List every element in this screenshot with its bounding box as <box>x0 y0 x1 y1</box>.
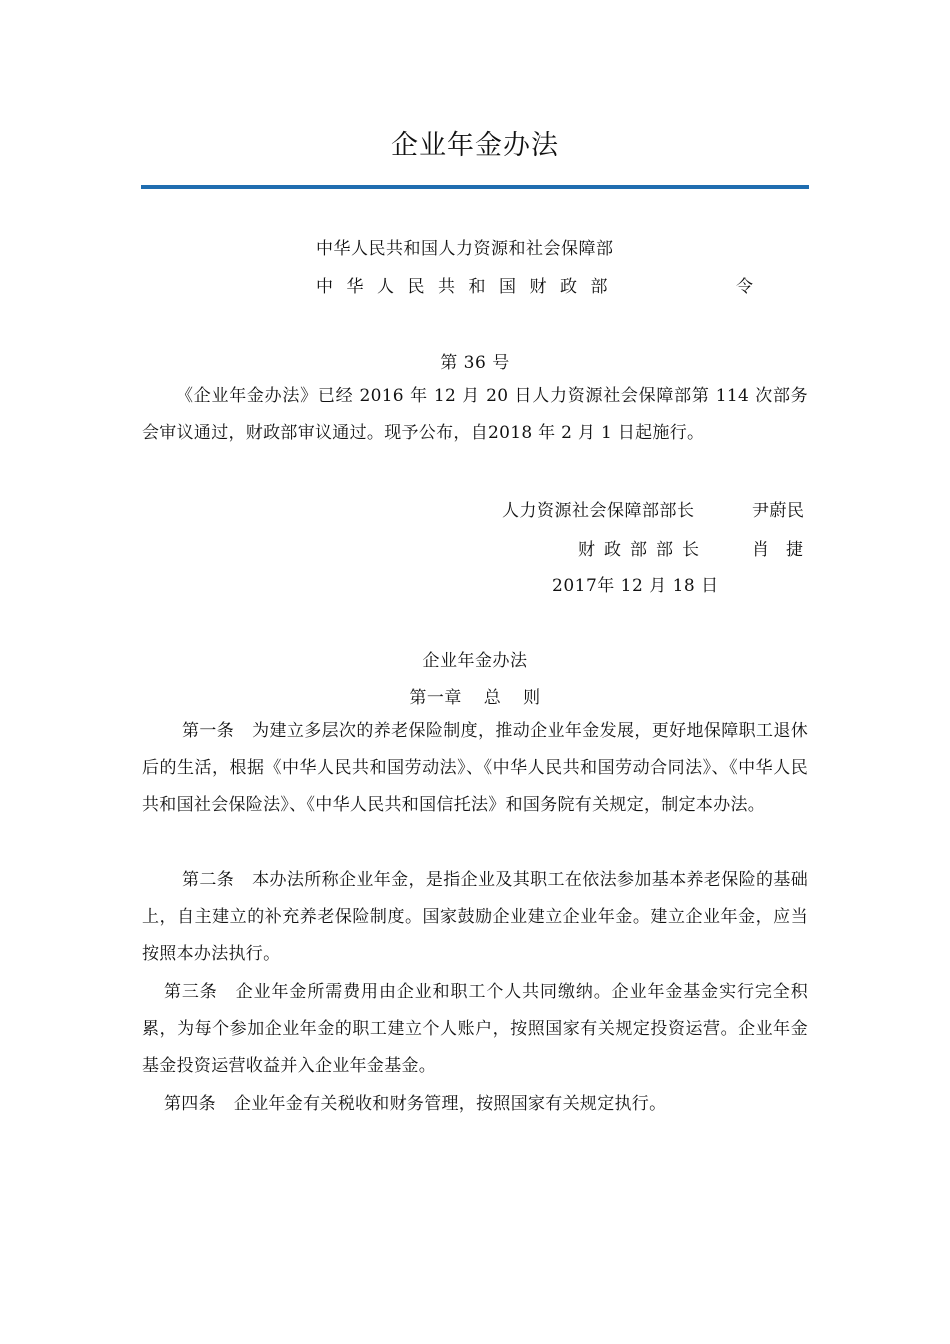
intro-paragraph: 《企业年金办法》已经 2016 年 12 月 20 日人力资源社会保障部第 114 次部务会审议通过，财政部审议通过。现予公布，自2018 年 2 月 1 日起施行。 <box>142 386 808 443</box>
article-label: 第三条 <box>164 982 218 1002</box>
order-label: 令 <box>736 277 754 297</box>
article-text: 企业年金所需费用由企业和职工个人共同缴纳。企业年金基金实行完全积累，为每个参加企业年金的职工建立个人账户，按照国家有关规定投资运营。企业年金基金投资运营收益并入企业年金基金。 <box>142 982 808 1076</box>
title-divider <box>141 185 809 189</box>
issuer-ministry-hrss: 中华人民共和国人力资源和社会保障部 <box>316 239 614 259</box>
signature-role-1: 人力资源社会保障部部长 <box>502 501 695 521</box>
article-1 <box>142 713 808 824</box>
article-3 <box>142 974 808 1085</box>
chapter-number: 第一章 <box>409 688 462 708</box>
article-label: 第四条 <box>164 1094 216 1114</box>
issuer-ministry-finance: 中华人民共和国财政部 <box>316 277 621 297</box>
article-text: 为建立多层次的养老保险制度，推动企业年金发展，更好地保障职工退休后的生活，根据《中华人民共和国劳动法》、《中华人民共和国劳动合同法》、《中华人民共和国社会保险法》、《中华人民共和国信托法》和国务院有关规定，制定本办法。 <box>142 721 808 815</box>
article-label: 第一条 <box>182 721 235 741</box>
order-number: 第 36 号 <box>440 353 510 373</box>
signature-role-2: 财政部部长 <box>578 540 708 560</box>
body-title: 企业年金办法 <box>422 651 528 671</box>
document-title: 企业年金办法 <box>391 130 559 161</box>
chapter-title-b: 则 <box>523 688 541 708</box>
signature-name-1: 尹蔚民 <box>752 501 805 521</box>
chapter-heading <box>0 683 950 708</box>
article-2 <box>142 862 808 973</box>
signing-date: 2017年 12 月 18 日 <box>552 576 719 596</box>
chapter-title-a: 总 <box>483 688 502 708</box>
signature-name-2: 肖捷 <box>752 540 820 560</box>
article-label: 第二条 <box>182 870 235 890</box>
article-4 <box>142 1086 808 1123</box>
article-text: 本办法所称企业年金，是指企业及其职工在依法参加基本养老保险的基础上，自主建立的补充养老保险制度。国家鼓励企业建立企业年金。建立企业年金，应当按照本办法执行。 <box>142 870 808 964</box>
article-text: 企业年金有关税收和财务管理，按照国家有关规定执行。 <box>233 1094 667 1114</box>
